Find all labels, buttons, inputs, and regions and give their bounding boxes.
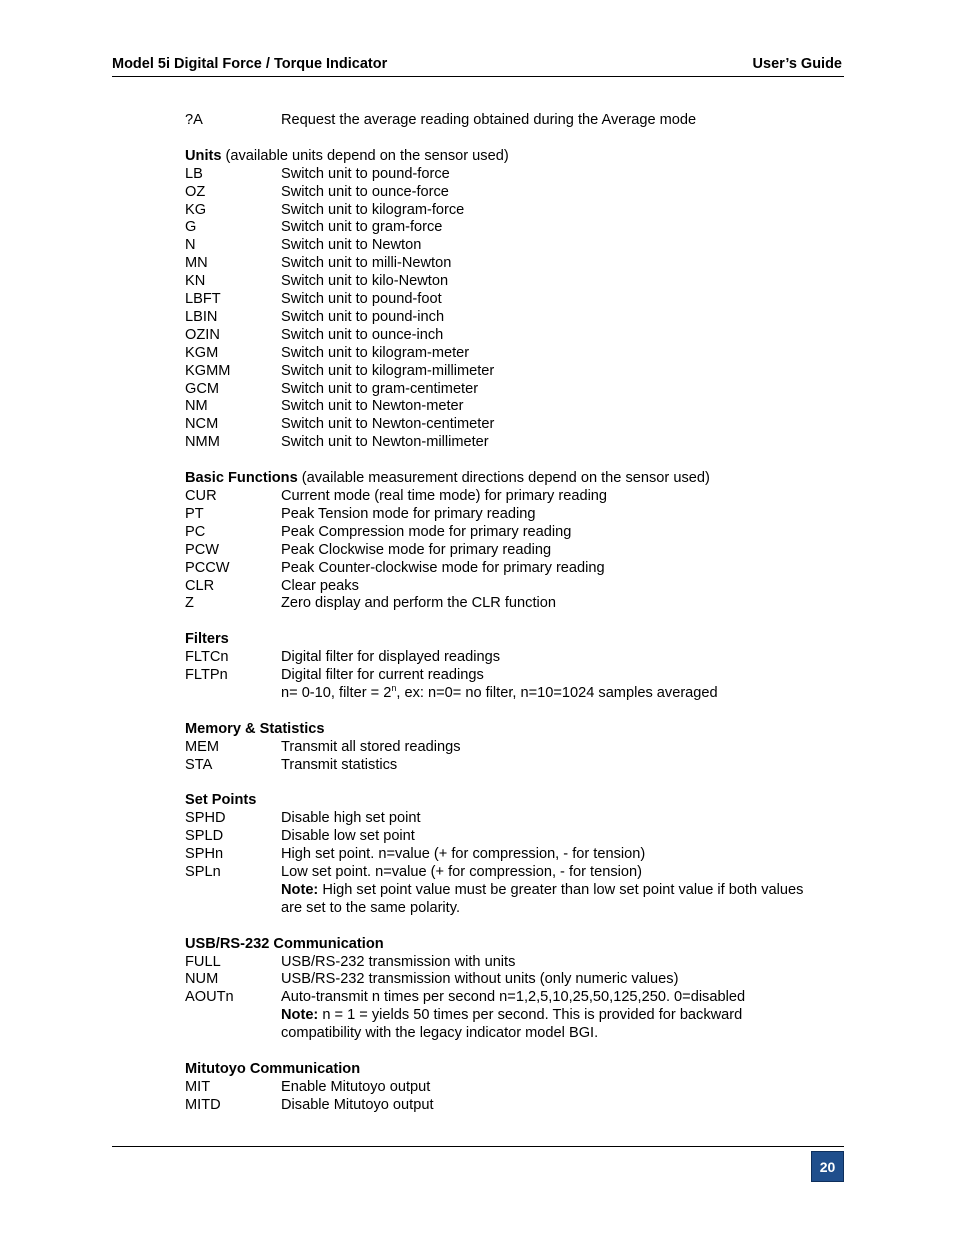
- command-row: [185, 667, 845, 685]
- command-code: ?A: [185, 112, 203, 128]
- command-description: Peak Tension mode for primary reading: [281, 505, 536, 522]
- command-code: MITD: [185, 1096, 221, 1113]
- command-code: NUM: [185, 971, 219, 988]
- command-description: Switch unit to pound-inch: [281, 308, 445, 325]
- command-description: Zero display and perform the CLR function: [281, 595, 556, 612]
- command-row: [185, 398, 845, 416]
- command-row: [185, 595, 845, 613]
- command-row: [185, 971, 845, 989]
- command-description: Switch unit to ounce-force: [281, 183, 449, 200]
- command-description: Peak Clockwise mode for primary reading: [281, 541, 552, 558]
- command-description: Transmit statistics: [281, 756, 398, 773]
- page-number-badge: 20: [811, 1151, 844, 1182]
- units-heading: Units (available units depend on the sensor used): [185, 147, 509, 164]
- command-code: PCCW: [185, 559, 230, 576]
- command-row: [185, 757, 845, 775]
- command-description: Switch unit to Newton-millimeter: [281, 434, 489, 451]
- command-code: NMM: [185, 434, 220, 451]
- command-code: NCM: [185, 416, 219, 433]
- command-row: [185, 1097, 845, 1115]
- command-description: Switch unit to gram-force: [281, 219, 443, 236]
- set-points-section: [185, 810, 845, 882]
- command-row: [185, 255, 845, 273]
- set-points-note: Note: High set point value must be greater than low set point value if both values: [281, 881, 804, 898]
- command-row: [185, 846, 845, 864]
- mitutoyo-heading: Mitutoyo Communication: [185, 1060, 361, 1077]
- command-description: Request the average reading obtained during the Average mode: [281, 112, 697, 128]
- command-description: Switch unit to kilogram-force: [281, 201, 465, 218]
- command-row: [185, 810, 845, 828]
- command-description: Switch unit to kilo-Newton: [281, 273, 449, 290]
- command-code: LBFT: [185, 291, 221, 308]
- command-code: FLTCn: [185, 649, 229, 666]
- command-description: Disable high set point: [281, 810, 421, 827]
- command-description: Current mode (real time mode) for primary reading: [281, 488, 608, 504]
- command-code: SPHD: [185, 810, 226, 827]
- command-code: SPLD: [185, 828, 224, 845]
- command-description: Switch unit to Newton-centimeter: [281, 416, 495, 433]
- command-row: [185, 273, 845, 291]
- command-code: KN: [185, 273, 206, 290]
- command-code: STA: [185, 756, 213, 773]
- usb-note: Note: n = 1 = yields 50 times per second. This is provided for backward: [281, 1007, 743, 1024]
- command-row: [185, 166, 845, 184]
- page-header: [112, 56, 844, 77]
- command-description: Switch unit to gram-centimeter: [281, 380, 479, 397]
- command-code: KG: [185, 201, 207, 218]
- command-code: AOUTn: [185, 989, 234, 1006]
- command-description: Switch unit to pound-force: [281, 165, 450, 182]
- command-row: [185, 416, 845, 434]
- command-row: [185, 506, 845, 524]
- command-description: Transmit all stored readings: [281, 738, 461, 755]
- command-description: Switch unit to kilogram-millimeter: [281, 362, 495, 379]
- usb-section: [185, 954, 845, 1008]
- command-description: Disable low set point: [281, 828, 415, 845]
- mitutoyo-section: [185, 1079, 845, 1115]
- set-points-note-cont: are set to the same polarity.: [281, 899, 460, 916]
- command-row: [185, 649, 845, 667]
- set-points-heading: Set Points: [185, 792, 257, 809]
- command-row: [185, 381, 845, 399]
- command-code: CUR: [185, 488, 217, 504]
- filters-heading: Filters: [185, 631, 229, 648]
- command-code: CLR: [185, 577, 215, 594]
- command-description: Switch unit to pound-foot: [281, 291, 442, 308]
- command-row: [185, 237, 845, 255]
- command-row: [185, 560, 845, 578]
- command-row: [185, 363, 845, 381]
- command-code: SPHn: [185, 846, 224, 863]
- command-code: FLTPn: [185, 667, 228, 684]
- command-description: USB/RS-232 transmission without units (only numeric values): [281, 971, 679, 988]
- basic-functions-section: [185, 488, 845, 613]
- command-code: MIT: [185, 1078, 211, 1095]
- command-row: [185, 219, 845, 237]
- command-row: [185, 309, 845, 327]
- command-code: NM: [185, 398, 208, 415]
- command-row: [185, 828, 845, 846]
- memory-heading: Memory & Statistics: [185, 720, 325, 737]
- command-description: Digital filter for displayed readings: [281, 649, 501, 666]
- command-code: PT: [185, 505, 204, 522]
- command-description: Switch unit to ounce-inch: [281, 326, 444, 343]
- command-row: [185, 864, 845, 882]
- command-row: [185, 578, 845, 596]
- command-code: GCM: [185, 380, 220, 397]
- usb-heading: USB/RS-232 Communication: [185, 935, 384, 952]
- command-code: FULL: [185, 953, 221, 970]
- command-code: OZ: [185, 183, 206, 200]
- basic-functions-heading: Basic Functions (available measurement directions depend on the sensor used): [185, 470, 710, 487]
- memory-section: [185, 739, 845, 775]
- units-section: [185, 166, 845, 453]
- command-description: Switch unit to Newton: [281, 237, 422, 254]
- command-code: PC: [185, 523, 206, 540]
- filter-note: n= 0-10, filter = $2^n$, ex: n=0= no filter, n=10=1024 samples averaged: [281, 683, 718, 701]
- command-code: SPLn: [185, 863, 221, 880]
- command-description: Peak Counter-clockwise mode for primary reading: [281, 559, 605, 576]
- command-row: [185, 739, 845, 757]
- command-code: KGMM: [185, 362, 231, 379]
- command-description: Peak Compression mode for primary reading: [281, 523, 572, 540]
- command-description: High set point. n=value (+ for compression, - for tension): [281, 846, 646, 863]
- command-row: [185, 524, 845, 542]
- command-row: [185, 954, 845, 972]
- command-code: G: [185, 219, 197, 236]
- command-code: PCW: [185, 541, 220, 558]
- command-description: Enable Mitutoyo output: [281, 1078, 431, 1095]
- command-row: [185, 291, 845, 309]
- command-row: [185, 542, 845, 560]
- filters-section: [185, 649, 845, 685]
- command-row: [185, 184, 845, 202]
- document-title: Model 5i Digital Force / Torque Indicator: [112, 56, 388, 72]
- command-row: [185, 112, 845, 130]
- command-code: Z: [185, 595, 194, 612]
- command-description: Clear peaks: [281, 577, 359, 594]
- command-row: [185, 1079, 845, 1097]
- command-code: KGM: [185, 344, 219, 361]
- command-row: [185, 202, 845, 220]
- usb-note-cont: compatibility with the legacy indicator model BGI.: [281, 1025, 599, 1042]
- command-description: Digital filter for current readings: [281, 667, 484, 684]
- command-code: N: [185, 237, 196, 254]
- command-row: [185, 327, 845, 345]
- command-row: [185, 488, 845, 506]
- command-row: [185, 434, 845, 452]
- command-description: USB/RS-232 transmission with units: [281, 953, 516, 970]
- command-code: MEM: [185, 738, 220, 755]
- command-row: [185, 989, 845, 1007]
- command-list: [185, 112, 845, 1115]
- command-code: MN: [185, 255, 208, 272]
- command-description: Switch unit to milli-Newton: [281, 255, 452, 272]
- command-code: LB: [185, 165, 203, 182]
- command-description: Low set point. n=value (+ for compression, - for tension): [281, 863, 642, 880]
- command-description: Switch unit to kilogram-meter: [281, 344, 470, 361]
- command-description: Disable Mitutoyo output: [281, 1096, 434, 1113]
- command-code: OZIN: [185, 326, 220, 343]
- command-description: Switch unit to Newton-meter: [281, 398, 464, 415]
- command-row: [185, 345, 845, 363]
- footer-rule: [112, 1146, 844, 1147]
- command-description: Auto-transmit n times per second n=1,2,5,10,25,50,125,250. 0=disabled: [281, 989, 746, 1006]
- command-code: LBIN: [185, 308, 218, 325]
- guide-label: User’s Guide: [752, 56, 842, 72]
